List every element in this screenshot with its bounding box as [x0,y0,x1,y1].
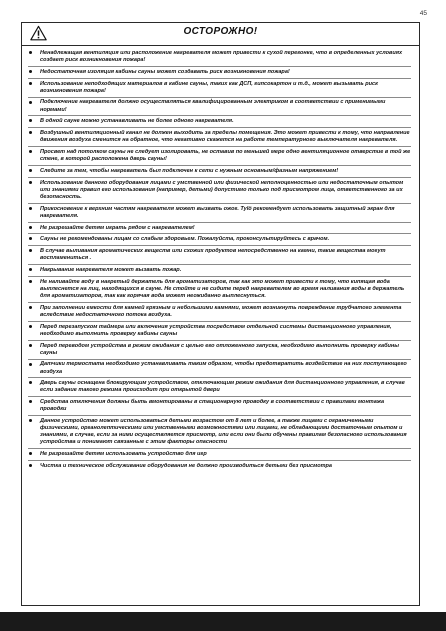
bullet-icon [29,464,32,467]
bullet-icon [29,381,32,384]
warning-header [22,23,419,46]
bullet-icon [29,131,32,134]
warning-item [28,461,411,472]
bullet-icon [29,306,32,309]
bullet-icon [29,280,32,283]
bullet-icon [29,150,32,153]
warning-item [28,341,411,360]
warning-item [28,277,411,303]
warning-item-text: Следите за тем, чтобы нагреватель был подключен к сети с нужным основным/фазным напряжением! [40,167,339,174]
warning-item [28,246,411,265]
warning-item-text: При заполнении емкости для камней грязным и небольшими камнями, может возникнуть повреждение трубчатого элемента вследствие недостаточного потока воздуха. [40,304,402,318]
warning-item-text: Не разрешайте детям использовать устройство для игр [40,451,207,458]
warning-title: ОСТОРОЖНО! [183,26,258,37]
bullet-icon [29,237,32,240]
warning-item [28,234,411,246]
warning-item [28,322,411,341]
warning-item-text: Накрывание нагревателя может вызвать пожар. [40,267,182,274]
warning-item [28,223,411,235]
warning-item [28,303,411,322]
warning-item [28,178,411,204]
warning-item-text: Недостаточная изоляция кабины сауны может создавать риск возникновения пожара! [40,68,290,75]
warning-item [28,98,411,117]
warning-item [28,166,411,178]
warning-item-text: Данное устройство может использоваться детьми возрастом от 8 лет и более, а также лицами с ограниченными физическими, органолептическими или умственными возможностями или лицами, не обладающими достаточным опытом и знаниями, в случае, если за ними осуществляется присмотр, или если они были обучены правилам безопасного использования устройства и понимают связанные с этим факторы опасности [40,418,407,446]
bullet-icon [29,82,32,85]
bullet-icon [29,101,32,104]
bullet-icon [29,181,32,184]
warning-item-text: Чистка и техническое обслуживание оборудования не должно производиться детьми без присмотра [40,462,332,469]
warning-item [28,147,411,166]
warning-item [28,265,411,277]
bullet-icon [29,268,32,271]
bullet-icon [29,325,32,328]
warning-item-text: Подключение нагревателя должно осуществляться квалифицированным электриком в соответствии с применимыми нормами! [40,99,386,113]
warning-box [21,22,420,606]
warning-item [28,48,411,67]
warning-item [28,397,411,416]
warning-item-text: В одной сауне можно устанавливать не более одного нагревателя. [40,118,234,125]
warning-item [28,128,411,147]
warning-item-text: Использование неподходящих материалов в кабине сауны, таких как ДСП, гипсокартон и т.д., может вызывать риск возникновения пожара! [40,80,378,94]
warning-item [28,360,411,379]
bullet-icon [29,207,32,210]
warning-item-text: Ненадлежащая вентиляция или расположение нагревателя может привести к сухой перегонке, что в определенных условиях создает риск возникновения пожара! [40,49,403,63]
warning-item-text: Просвет над потолком сауны не следует изолировать, не оставив по меньшей мере одно вентиляционное отверстие в той же стене, в которой расположена дверь сауны! [40,149,411,163]
warning-item-text: Использование данного оборудования лицами с умственной или физической неполноценностью или недостаточным опытом или знаниями правил его использования (например, детьми) допустимо только под присмотром лица, ответственного за их безопасность. [40,179,404,200]
bullet-icon [29,226,32,229]
warning-item-text: Датчики термостата необходимо устанавливать таким образом, чтобы предотвратить воздействие на них поступающего воздуха [40,361,407,375]
warning-item [28,79,411,98]
bullet-icon [29,119,32,122]
warning-item-text: Не наливайте воду в нагретый держатель для ароматизаторов, так как это может привести к тому, что кипящая вода выплеснется на лиц, находящихся в сауне. Не стойте и не сидите перед нагревателем во время наливания воды в держатель для ароматизаторов, так как горячая вода может неожиданно выплеснуться. [40,278,405,299]
warning-item-text: Сауны не рекомендованы лицам со слабым здоровьем. Пожалуйста, проконсультируйтесь с врачом. [40,236,330,243]
warning-item [28,204,411,223]
bullet-icon [29,70,32,73]
bullet-icon [29,419,32,422]
warning-item-text: В случае выливания ароматических веществ или схожих продуктов непосредственно на камни, такие вещества могут воспламениться . [40,248,386,262]
bullet-icon [29,400,32,403]
warning-item [28,449,411,461]
page-number: 45 [419,10,427,17]
bullet-icon [29,249,32,252]
bullet-icon [29,169,32,172]
warning-item-text: Средства отключения должны быть вмонтированы в стационарную проводку в соответствии с правилами монтажа проводки [40,399,385,413]
warning-item [28,416,411,449]
warning-item-text: Перед переводом устройства в режим ожидания с целью его отложенного запуска, необходимо выполнить проверку кабины сауны [40,342,399,356]
bullet-icon [29,452,32,455]
warning-item [28,67,411,79]
warning-list [22,46,419,472]
warning-item [28,116,411,128]
warning-item-text: Дверь сауны оснащена блокирующим устройством, отключающим режим ожидания для дистанционного управления, в случае если задание такого режима происходит при открытой двери [40,380,405,394]
warning-item [28,378,411,397]
bullet-icon [29,363,32,366]
warning-item-text: Перед перезапуском таймера или включения устройства посредством отдельной системы дистанционного управления, необходимо выполнить проверку кабины сауны [40,323,392,337]
warning-item-text: Прикосновение к верхним частям нагревателя может вызвать ожог. Tylö рекомендует использовать защитный экран для нагревателя. [40,205,395,219]
warning-item-text: Воздушный вентиляционный канал не должен выходить за пределы помещения. Это может привести к тому, что направление движения воздуха сменится на обратное, что негативно скажется на работе температурного выключателя нагревателя. [40,130,410,144]
warning-item-text: Не разрешайте детям играть рядом с нагревателем! [40,224,195,231]
bullet-icon [29,51,32,54]
bullet-icon [29,344,32,347]
footer-bar [0,612,446,631]
